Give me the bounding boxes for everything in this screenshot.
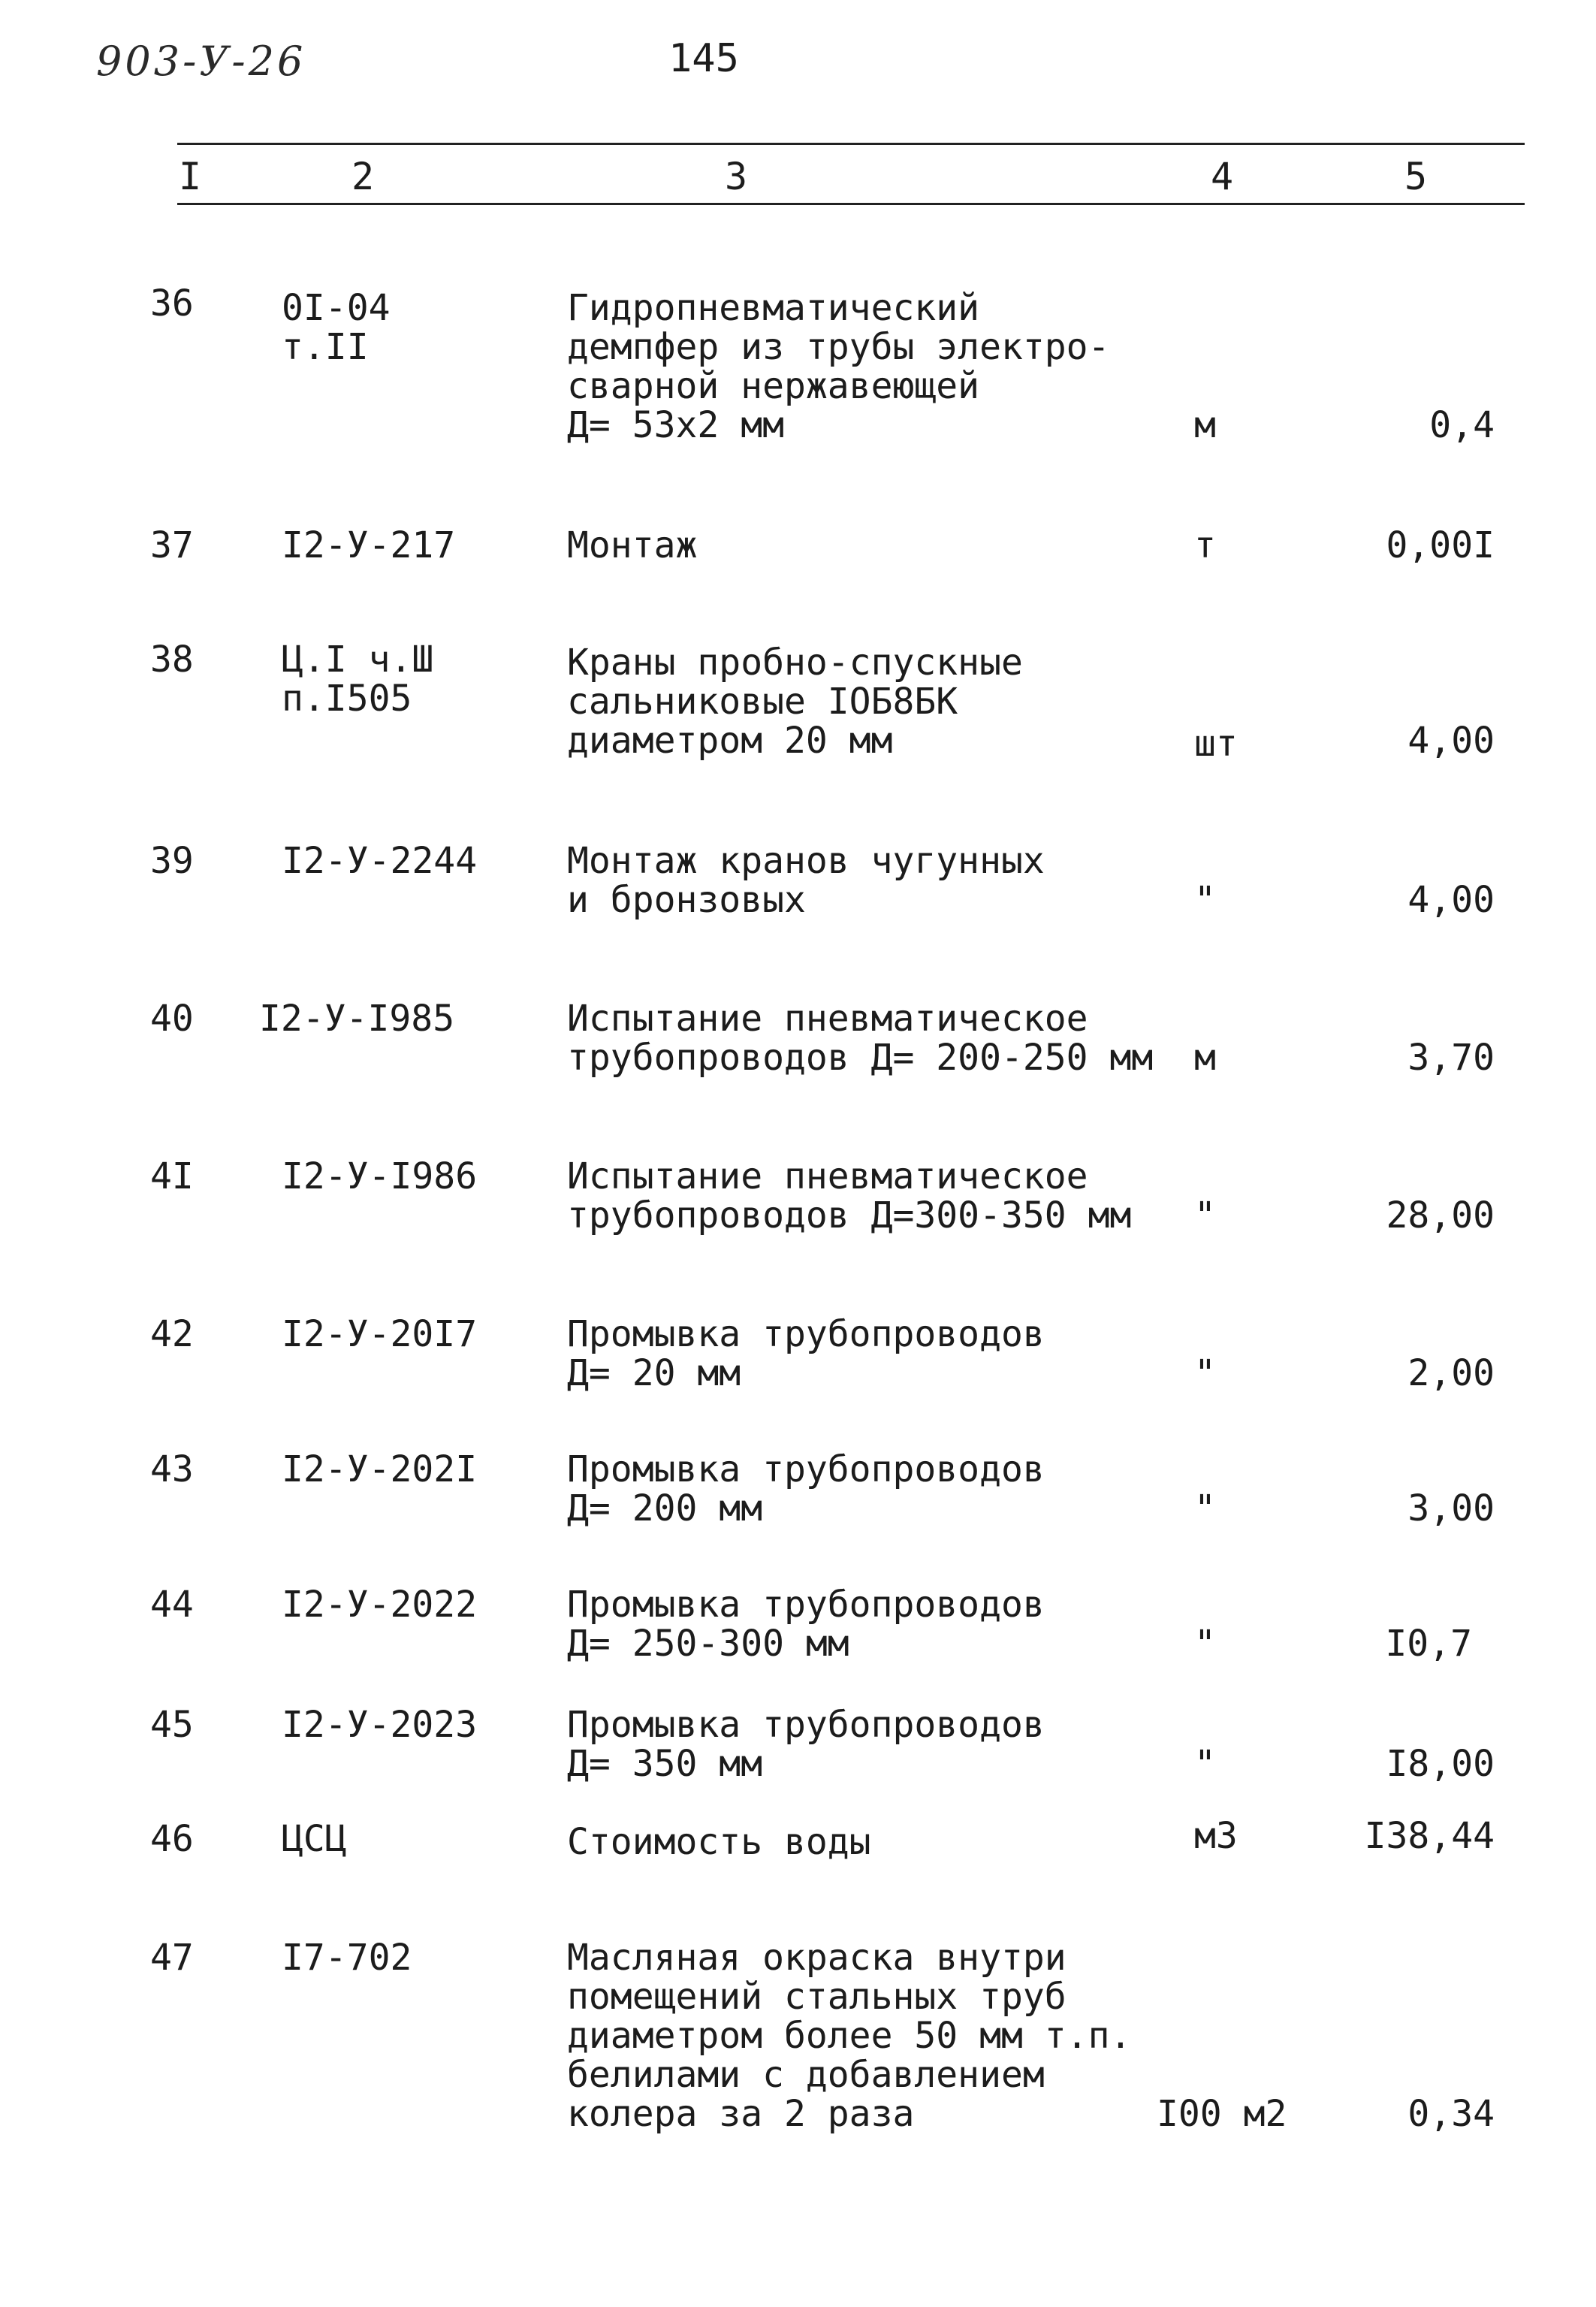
work-description: Краны пробно-спускные сальниковые IОБ8БК диаметром 20 мм — [567, 642, 1023, 762]
work-description: Промывка трубопроводов Д= 350 мм — [567, 1704, 1045, 1785]
rate-code: I2-У-2023 — [282, 1704, 478, 1746]
unit: " — [1194, 1623, 1216, 1665]
table-top-rule — [177, 143, 1525, 145]
row-number: 39 — [150, 840, 194, 882]
work-description: Промывка трубопроводов Д= 200 мм — [567, 1448, 1045, 1529]
column-header-2: 2 — [351, 155, 375, 198]
rate-code: Ц.I ч.Ш п.I505 — [282, 639, 434, 720]
quantity: 0,00I — [1386, 524, 1495, 566]
unit: м3 — [1194, 1815, 1238, 1857]
row-number: 47 — [150, 1937, 194, 1979]
column-header-5: 5 — [1404, 155, 1428, 198]
unit: " — [1194, 879, 1216, 921]
quantity: 0,34 — [1407, 2093, 1495, 2135]
unit: т — [1194, 524, 1216, 566]
document-code: 903-У-26 — [96, 38, 306, 85]
rate-code: I2-У-20I7 — [282, 1313, 478, 1355]
unit: " — [1194, 1743, 1216, 1785]
unit: " — [1194, 1194, 1216, 1237]
work-description: Испытание пневматическое трубопроводов Д=300-350 мм — [567, 1155, 1132, 1237]
work-description: Монтаж кранов чугунных и бронзовых — [567, 840, 1045, 921]
row-number: 44 — [150, 1584, 194, 1626]
header-bottom-rule — [177, 203, 1525, 205]
row-number: 46 — [150, 1818, 194, 1860]
row-number: 37 — [150, 524, 194, 566]
quantity: I38,44 — [1364, 1815, 1495, 1857]
row-number: 42 — [150, 1313, 194, 1355]
rate-code: I2-У-217 — [282, 524, 456, 566]
quantity: 2,00 — [1407, 1352, 1495, 1394]
work-description: Монтаж — [567, 524, 698, 566]
work-description: Промывка трубопроводов Д= 20 мм — [567, 1313, 1045, 1394]
page-number: 145 — [668, 36, 739, 81]
rate-code: I7-702 — [282, 1937, 412, 1979]
row-number: 45 — [150, 1704, 194, 1746]
rate-code: 0I-04 т.II — [282, 287, 391, 368]
row-number: 38 — [150, 639, 194, 681]
unit: " — [1194, 1487, 1216, 1529]
quantity: I8,00 — [1386, 1743, 1495, 1785]
row-number: 40 — [150, 998, 194, 1040]
quantity: 0,4 — [1429, 404, 1495, 446]
work-description: Масляная окраска внутри помещений стальных труб диаметром более 50 мм т.п. белилами с добавлением колера за 2 раза — [567, 1937, 1132, 2135]
work-description: Стоимость воды — [567, 1821, 871, 1863]
column-header-4: 4 — [1211, 155, 1234, 198]
rate-code: ЦСЦ — [282, 1818, 347, 1860]
rate-code: I2-У-202I — [282, 1448, 478, 1490]
column-header-1: I — [179, 155, 202, 198]
quantity: 3,70 — [1407, 1037, 1495, 1079]
unit: " — [1194, 1352, 1216, 1394]
work-description: Гидропневматический демпфер из трубы электро- сварной нержавеющей Д= 53х2 мм — [567, 287, 1110, 446]
quantity: 4,00 — [1407, 720, 1495, 762]
row-number: 43 — [150, 1448, 194, 1490]
row-number: 36 — [150, 282, 194, 325]
unit: м — [1194, 404, 1216, 446]
row-number: 4I — [150, 1155, 194, 1197]
unit: I00 м2 — [1157, 2093, 1287, 2135]
rate-code: I2-У-I985 — [259, 998, 455, 1040]
quantity: I0,7 — [1385, 1623, 1472, 1665]
quantity: 4,00 — [1407, 879, 1495, 921]
rate-code: I2-У-2022 — [282, 1584, 478, 1626]
rate-code: I2-У-I986 — [282, 1155, 478, 1197]
work-description: Испытание пневматическое трубопроводов Д= 200-250 мм — [567, 998, 1154, 1079]
rate-code: I2-У-2244 — [282, 840, 478, 882]
quantity: 28,00 — [1386, 1194, 1495, 1237]
work-description: Промывка трубопроводов Д= 250-300 мм — [567, 1584, 1045, 1665]
unit: шт — [1194, 723, 1238, 765]
quantity: 3,00 — [1407, 1487, 1495, 1529]
column-header-3: 3 — [725, 155, 748, 198]
unit: м — [1194, 1037, 1216, 1079]
